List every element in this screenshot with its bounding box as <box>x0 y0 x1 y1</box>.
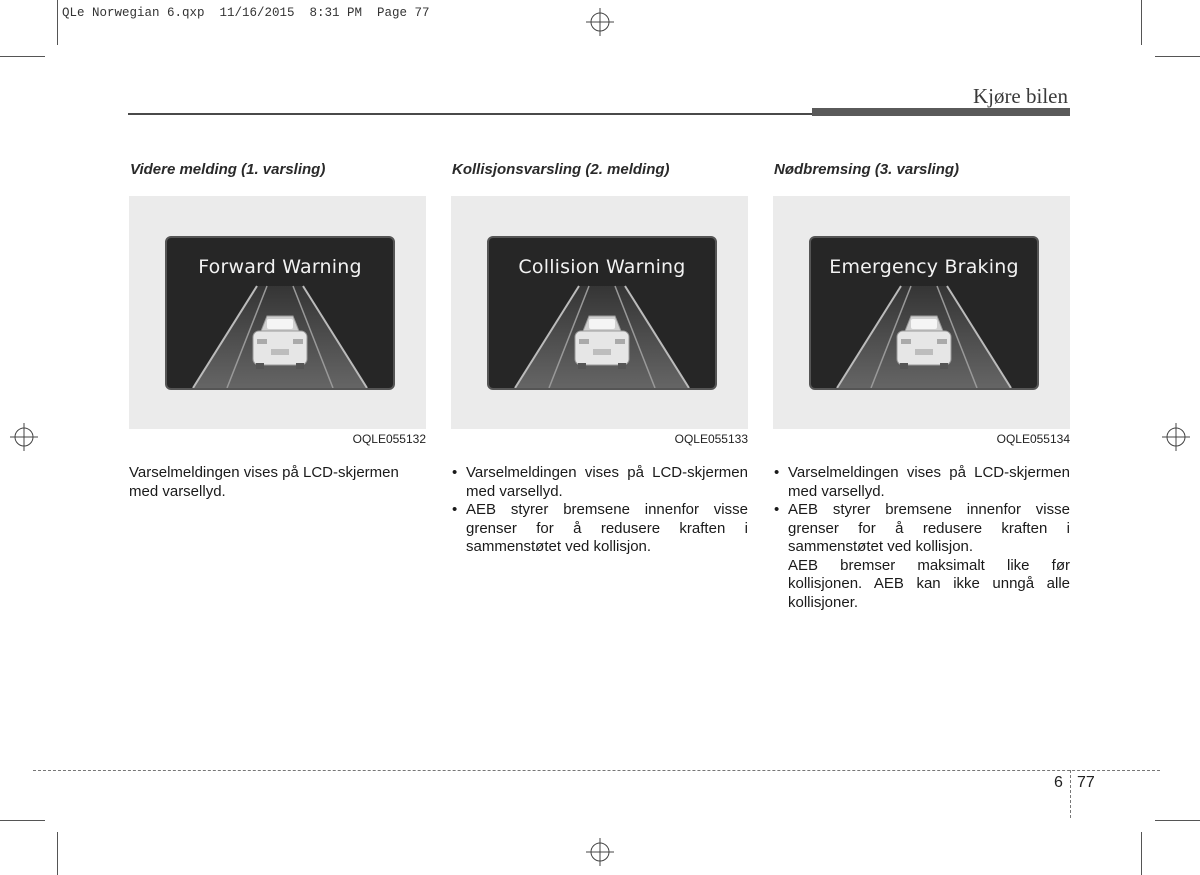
figure-panel <box>129 196 426 429</box>
crop-mark <box>0 56 45 57</box>
crop-mark <box>57 832 58 875</box>
page-number: 77 <box>1077 774 1095 791</box>
paragraph: Varselmeldingen vises på LCD-skjermen med varsellyd. <box>129 464 399 500</box>
continuation-paragraph: AEB bremser maksimalt like før kollisjonen. AEB kan ikke unngå alle kollisjoner. <box>788 556 1070 611</box>
registration-mark-icon <box>10 423 38 451</box>
bullet-item: • AEB styrer bremsene innenfor visse grenser for å redusere kraften i sammenstøtet ved kollisjon. <box>773 501 1070 557</box>
figure-code: OQLE055133 <box>674 432 748 446</box>
registration-mark-icon <box>586 838 614 866</box>
registration-mark-icon <box>586 8 614 36</box>
registration-mark-icon <box>1162 423 1190 451</box>
crop-mark <box>0 820 45 821</box>
bullet-item: • Varselmeldingen vises på LCD-skjermen med varsellyd. <box>773 464 1070 501</box>
footer-dashed-rule <box>33 770 1160 771</box>
figure-panel <box>773 196 1070 429</box>
lcd-display <box>165 236 395 390</box>
column-collision-warning <box>451 160 748 557</box>
figure-code: OQLE055134 <box>996 432 1070 446</box>
crop-mark <box>1141 832 1142 875</box>
column-forward-warning <box>129 160 426 501</box>
lcd-warning-text: Emergency Braking <box>829 256 1019 278</box>
header-rule <box>128 113 813 115</box>
bullet-item: • Varselmeldingen vises på LCD-skjermen med varsellyd. <box>451 464 748 501</box>
column-heading: Videre melding (1. varsling) <box>130 161 326 178</box>
bullet-list <box>773 464 1070 557</box>
figure-code: OQLE055132 <box>352 432 426 446</box>
section-title: Kjøre bilen <box>972 84 1068 108</box>
crop-mark <box>1155 820 1200 821</box>
crop-mark <box>1141 0 1142 45</box>
print-slug: QLe Norwegian 6.qxp 11/16/2015 8:31 PM Page 77 <box>62 6 430 20</box>
lcd-display <box>487 236 717 390</box>
header-rule-accent <box>812 108 1070 116</box>
footer-dashed-divider <box>1070 770 1071 818</box>
body-text <box>773 464 1070 612</box>
column-heading: Kollisjonsvarsling (2. melding) <box>452 161 670 178</box>
figure-panel <box>451 196 748 429</box>
column-emergency-braking <box>773 160 1070 612</box>
chapter-number: 6 <box>1054 774 1063 791</box>
crop-mark <box>1155 56 1200 57</box>
body-text <box>129 464 426 501</box>
body-text <box>451 464 748 557</box>
column-heading: Nødbremsing (3. varsling) <box>774 161 960 178</box>
crop-mark <box>57 0 58 45</box>
lcd-warning-text: Collision Warning <box>518 256 686 278</box>
lcd-display <box>809 236 1039 390</box>
bullet-item: • AEB styrer bremsene innenfor visse grenser for å redusere kraften i sammenstøtet ved kollisjon. <box>451 501 748 557</box>
bullet-list <box>451 464 748 557</box>
lcd-warning-text: Forward Warning <box>198 256 362 278</box>
